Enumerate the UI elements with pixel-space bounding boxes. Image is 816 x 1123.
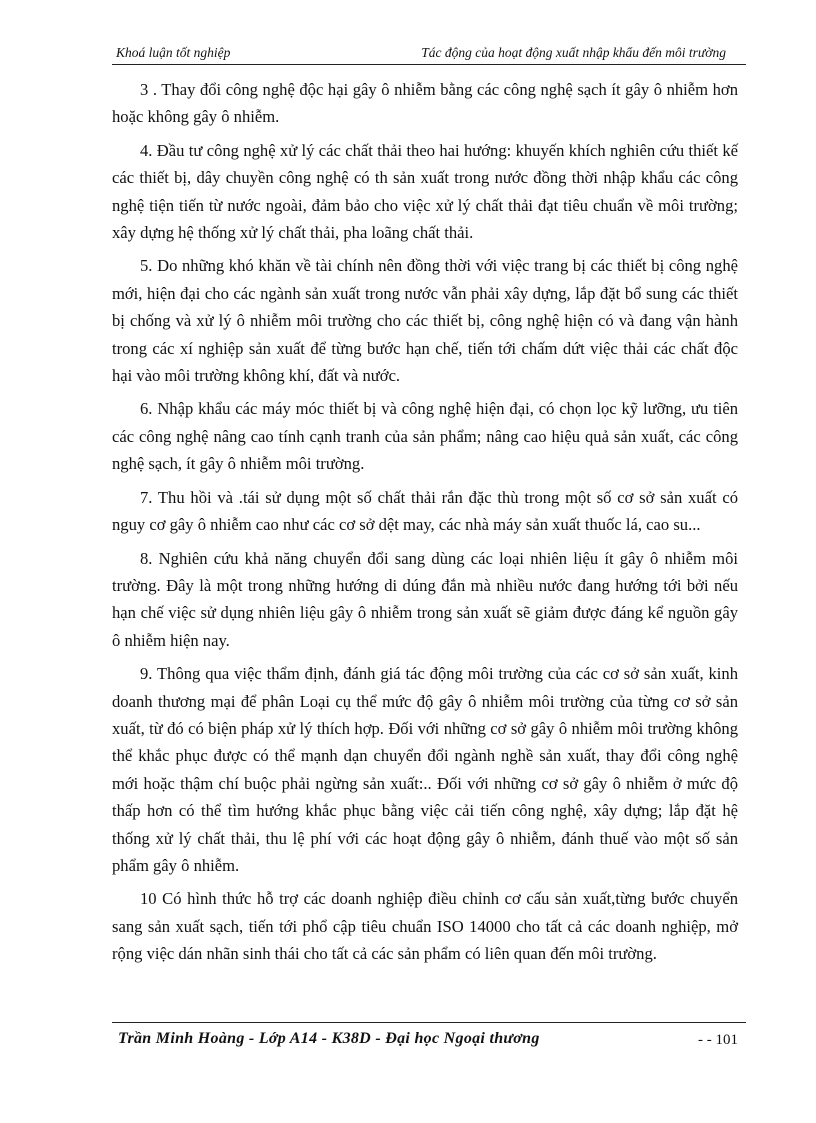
page-header	[112, 42, 746, 65]
paragraph-8: 8. Nghiên cứu khả năng chuyển đổi sang dùng các loại nhiên liệu ít gây ô nhiễm môi trường. Đây là một trong những hướng di dúng đắn mà nhiều nước đang hướng tới bởi nếu hạn chế việc sử dụng nhiên liệu gây ô nhiễm trong sản xuất sẽ giảm được đáng kể nguồn gây ô nhiễm hiện nay.	[112, 548, 738, 650]
paragraph-5: 5. Do những khó khăn về tài chính nên đồng thời với việc trang bị các thiết bị công nghệ mới, hiện đại cho các ngành sản xuất trong nước vẫn phải xây dựng, lắp đặt bổ sung các thiết bị chống và xử lý ô nhiễm môi trường cho các thiết bị, công nghệ hiện có và đang vận hành trong các xí nghiệp sản xuất để từng bước hạn chế, tiến tới chấm dứt việc thải các chất độc hại vào môi trường không khí, đất và nước.	[112, 256, 738, 386]
body-text	[112, 76, 738, 974]
page-footer	[112, 1030, 746, 1054]
paragraph-7: 7. Thu hồi và .tái sử dụng một số chất thải rắn đặc thù trong một số cơ sở sản xuất có nguy cơ gây ô nhiễm cao như các cơ sở dệt may, các nhà máy sản xuất thuốc lá, cao su...	[112, 487, 738, 535]
page-number: - - 101	[698, 1032, 738, 1048]
paragraph-4: 4. Đầu tư công nghệ xử lý các chất thải theo hai hướng: khuyến khích nghiên cứu thiết kế các thiết bị, dây chuyền công nghệ có th sản xuất trong nước đồng thời nhập khẩu các công nghệ tiện tiến từ nước ngoài, đảm bảo cho việc xử lý chất thải đạt tiêu chuẩn về môi trường; xây dựng hệ thống xử lý chất thải, pha loãng chất thải.	[112, 140, 738, 243]
paragraph-9: 9. Thông qua việc thẩm định, đánh giá tác động môi trường của các cơ sở sản xuất, kinh doanh thương mại để phân Loại cụ thể mức độ gây ô nhiễm môi trường của từng cơ sở sản xuất, từ đó có biện pháp xử lý thích hợp. Đối với những cơ sở gây ô nhiễm môi trường không thể khắc phục được có thể mạnh dạn chuyển đổi ngành nghề sản xuất, thay đổi công nghệ mới hoặc thậm chí buộc phải ngừng sản xuất:.. Đối với những cơ sở gây ô nhiễm ở mức độ thấp hơn có thể tìm hướng khắc phục bằng việc cải tiến công nghệ, xây dựng; lắp đặt hệ thống xử lý chất thải, thu lệ phí với các hoạt động gây ô nhiễm, đánh thuế vào một số sản phẩm gây ô nhiễm.	[112, 664, 738, 875]
footer-author: Trần Minh Hoàng - Lớp A14 - K38D - Đại học Ngoại thương	[118, 1030, 540, 1047]
header-right-title: Tác động của hoạt động xuất nhập khẩu đến môi trường	[421, 45, 726, 60]
paragraph-3: 3 . Thay đổi công nghệ độc hại gây ô nhiễm bằng các công nghệ sạch ít gây ô nhiễm hơn hoặc không gây ô nhiễm.	[112, 80, 738, 127]
footer-divider	[112, 1022, 746, 1023]
header-left-title: Khoá luận tốt nghiệp	[116, 45, 231, 60]
paragraph-10: 10 Có hình thức hỗ trợ các doanh nghiệp điều chỉnh cơ cấu sản xuất,từng bước chuyển sang sản xuất sạch, tiến tới phổ cập tiêu chuẩn ISO 14000 cho tất cả các doanh nghiệp, mở rộng việc dán nhãn sinh thái cho tất cả các sản phẩm có liên quan đến môi trường.	[112, 889, 738, 964]
paragraph-6: 6. Nhập khẩu các máy móc thiết bị và công nghệ hiện đại, có chọn lọc kỹ lưỡng, ưu tiên các công nghệ nâng cao tính cạnh tranh của sản phẩm; nâng cao hiệu quả sản xuất, các công nghệ sạch, ít gây ô nhiễm môi trường.	[112, 399, 738, 474]
